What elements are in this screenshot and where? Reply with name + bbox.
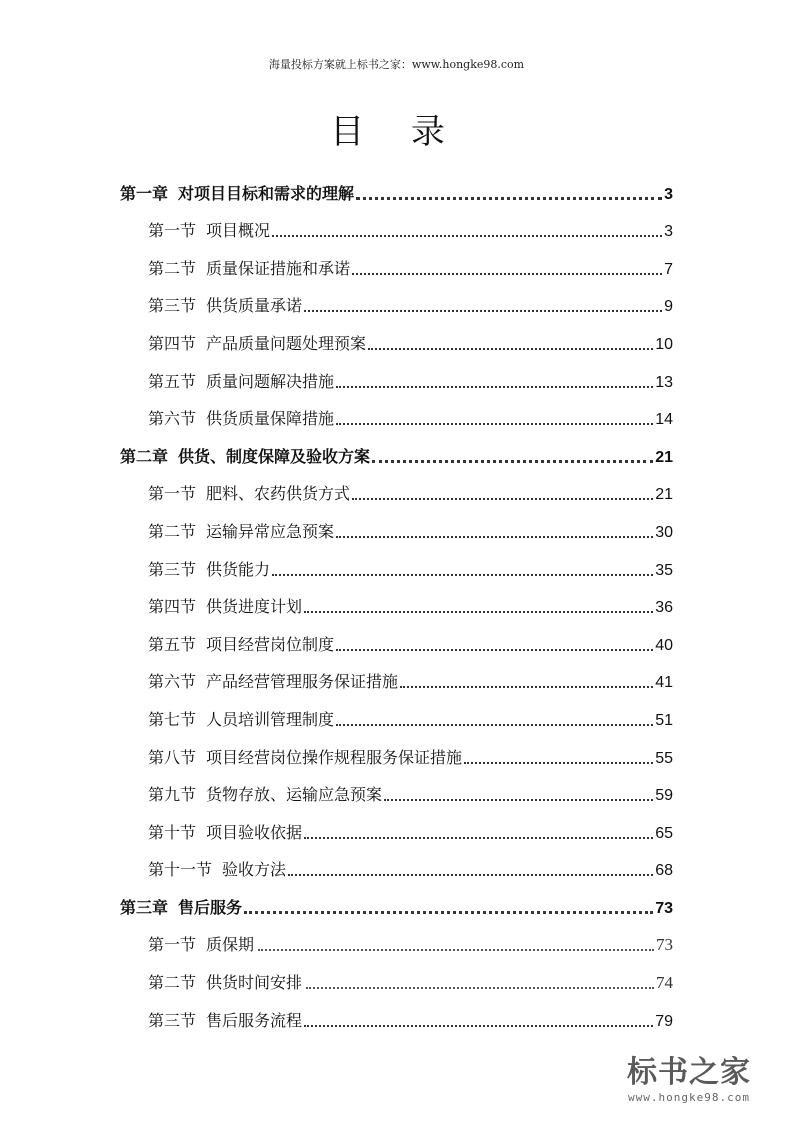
- toc-section-entry[interactable]: [120, 843, 673, 881]
- toc-entry-number: 第三章: [120, 897, 169, 917]
- toc-section-entry[interactable]: [120, 730, 673, 768]
- logo-text: 标书之家: [627, 1055, 751, 1090]
- toc-entry-title: 产品经营管理服务保证措施: [206, 672, 399, 692]
- toc-section-entry[interactable]: [120, 279, 673, 317]
- toc-entry-number: 第五节: [148, 371, 197, 391]
- toc-chapter-entry[interactable]: [120, 429, 673, 467]
- toc-section-entry[interactable]: [120, 805, 673, 843]
- toc-section-entry[interactable]: [120, 467, 673, 505]
- toc-entry-title: 售后服务: [178, 897, 243, 917]
- toc-entry-title: 项目经营岗位制度: [206, 634, 335, 654]
- toc-entry-page: 14: [655, 411, 673, 429]
- logo-url: www.hongke98.com: [628, 1091, 750, 1104]
- toc-entry-page: 65: [655, 824, 673, 842]
- toc-entry-page: 59: [655, 787, 673, 805]
- toc-entry-title: 货物存放、运输应急预案: [206, 785, 383, 805]
- toc-entry-number: 第一节: [148, 221, 197, 241]
- toc-leader-dots: [304, 836, 653, 839]
- toc-entry-title: 对项目目标和需求的理解: [178, 183, 355, 203]
- toc-section-entry[interactable]: [120, 354, 673, 392]
- toc-section-entry[interactable]: [120, 241, 673, 279]
- toc-entry-number: 第二节: [148, 258, 197, 278]
- toc-leader-dots: [336, 648, 653, 651]
- toc-entry-page: 3: [664, 223, 673, 241]
- toc-entry-page: 21: [655, 486, 673, 504]
- toc-chapter-entry[interactable]: [120, 880, 673, 918]
- toc-entry-number: 第三节: [148, 559, 197, 579]
- toc-entry-number: 第四节: [148, 597, 197, 617]
- toc-leader-dots: [304, 1024, 653, 1027]
- toc-leader-dots: [336, 723, 653, 726]
- toc-section-entry[interactable]: [120, 504, 673, 542]
- toc-entry-title: 供货质量保障措施: [206, 409, 335, 429]
- toc-leader-dots: [244, 910, 653, 914]
- toc-leader-dots: [304, 309, 662, 312]
- toc-section-entry[interactable]: [120, 655, 673, 693]
- toc-leader-dots: [352, 272, 662, 275]
- toc-entry-page: 55: [655, 749, 673, 767]
- toc-entry-title: 供货时间安排: [206, 973, 303, 993]
- toc-entry-page: 73: [656, 935, 673, 955]
- toc-entry-title: 供货能力: [206, 559, 271, 579]
- toc-entry-number: 第三节: [148, 1010, 197, 1030]
- toc-entry-title: 供货质量承诺: [206, 296, 303, 316]
- toc-entry-number: 第五节: [148, 634, 197, 654]
- toc-entry-number: 第二节: [148, 973, 197, 993]
- toc-entry-page: 36: [655, 599, 673, 617]
- toc-entry-number: 第九节: [148, 785, 197, 805]
- toc-entry-page: 21: [655, 448, 673, 466]
- toc-leader-dots: [272, 234, 662, 237]
- toc-leader-dots: [368, 347, 653, 350]
- toc-entry-number: 第一节: [148, 935, 197, 955]
- toc-entry-page: 41: [655, 674, 673, 692]
- toc-leader-dots: [336, 535, 653, 538]
- toc-leader-dots: [372, 459, 653, 463]
- toc-entry-number: 第六节: [148, 409, 197, 429]
- table-of-contents: [120, 166, 673, 1031]
- toc-entry-number: 第六节: [148, 672, 197, 692]
- toc-chapter-entry[interactable]: [120, 166, 673, 204]
- toc-leader-dots: [464, 761, 653, 764]
- toc-leader-dots: [400, 685, 653, 688]
- toc-entry-number: 第四节: [148, 333, 197, 353]
- toc-entry-title: 验收方法: [222, 860, 287, 880]
- toc-leader-dots: [258, 948, 654, 951]
- logo: [609, 1047, 769, 1104]
- toc-entry-page: 79: [655, 1012, 673, 1030]
- toc-section-entry[interactable]: [120, 316, 673, 354]
- toc-entry-title: 质量保证措施和承诺: [206, 258, 351, 278]
- toc-entry-page: 7: [664, 260, 673, 278]
- header-note: 海量投标方案就上标书之家：www.hongke98.com: [268, 58, 525, 71]
- toc-entry-title: 人员培训管理制度: [206, 709, 335, 729]
- toc-entry-number: 第二章: [120, 446, 169, 466]
- toc-section-entry[interactable]: [120, 392, 673, 430]
- toc-leader-dots: [336, 422, 653, 425]
- toc-section-entry[interactable]: [120, 955, 673, 993]
- toc-entry-number: 第十节: [148, 822, 197, 842]
- toc-entry-number: 第七节: [148, 709, 197, 729]
- toc-entry-title: 供货进度计划: [206, 597, 303, 617]
- toc-leader-dots: [272, 573, 653, 576]
- toc-entry-number: 第八节: [148, 747, 197, 767]
- toc-entry-page: 35: [655, 561, 673, 579]
- toc-leader-dots: [288, 873, 653, 876]
- toc-entry-title: 质保期: [206, 935, 255, 955]
- toc-entry-title: 项目验收依据: [206, 822, 303, 842]
- toc-section-entry[interactable]: [120, 768, 673, 806]
- toc-section-entry[interactable]: [120, 617, 673, 655]
- toc-entry-title: 项目概况: [206, 221, 271, 241]
- toc-entry-page: 74: [656, 973, 673, 993]
- toc-entry-page: 30: [655, 523, 673, 541]
- toc-leader-dots: [304, 610, 653, 613]
- toc-entry-number: 第一章: [120, 183, 169, 203]
- toc-leader-dots: [352, 497, 653, 500]
- toc-entry-page: 73: [655, 899, 673, 917]
- toc-entry-page: 13: [655, 373, 673, 391]
- toc-section-entry[interactable]: [120, 692, 673, 730]
- toc-entry-page: 10: [655, 335, 673, 353]
- toc-entry-title: 肥料、农药供货方式: [206, 484, 351, 504]
- toc-entry-title: 产品质量问题处理预案: [206, 333, 367, 353]
- toc-leader-dots: [336, 385, 653, 388]
- toc-entry-number: 第三节: [148, 296, 197, 316]
- toc-entry-title: 运输异常应急预案: [206, 521, 335, 541]
- toc-entry-title: 质量问题解决措施: [206, 371, 335, 391]
- toc-title: 目 录: [330, 112, 463, 152]
- toc-leader-dots: [356, 196, 662, 200]
- toc-section-entry[interactable]: [120, 918, 673, 956]
- toc-section-entry[interactable]: [120, 542, 673, 580]
- toc-entry-number: 第二节: [148, 521, 197, 541]
- toc-entry-page: 3: [664, 185, 673, 203]
- toc-section-entry[interactable]: [120, 993, 673, 1031]
- toc-leader-dots: [384, 798, 653, 801]
- toc-entry-number: 第十一节: [148, 860, 213, 880]
- toc-section-entry[interactable]: [120, 204, 673, 242]
- toc-entry-page: 40: [655, 636, 673, 654]
- toc-entry-title: 项目经营岗位操作规程服务保证措施: [206, 747, 463, 767]
- toc-section-entry[interactable]: [120, 580, 673, 618]
- toc-leader-dots: [306, 986, 654, 989]
- toc-entry-page: 68: [655, 862, 673, 880]
- toc-entry-page: 9: [664, 298, 673, 316]
- toc-entry-title: 供货、制度保障及验收方案: [178, 446, 371, 466]
- toc-entry-number: 第一节: [148, 484, 197, 504]
- toc-entry-title: 售后服务流程: [206, 1010, 303, 1030]
- toc-entry-page: 51: [655, 711, 673, 729]
